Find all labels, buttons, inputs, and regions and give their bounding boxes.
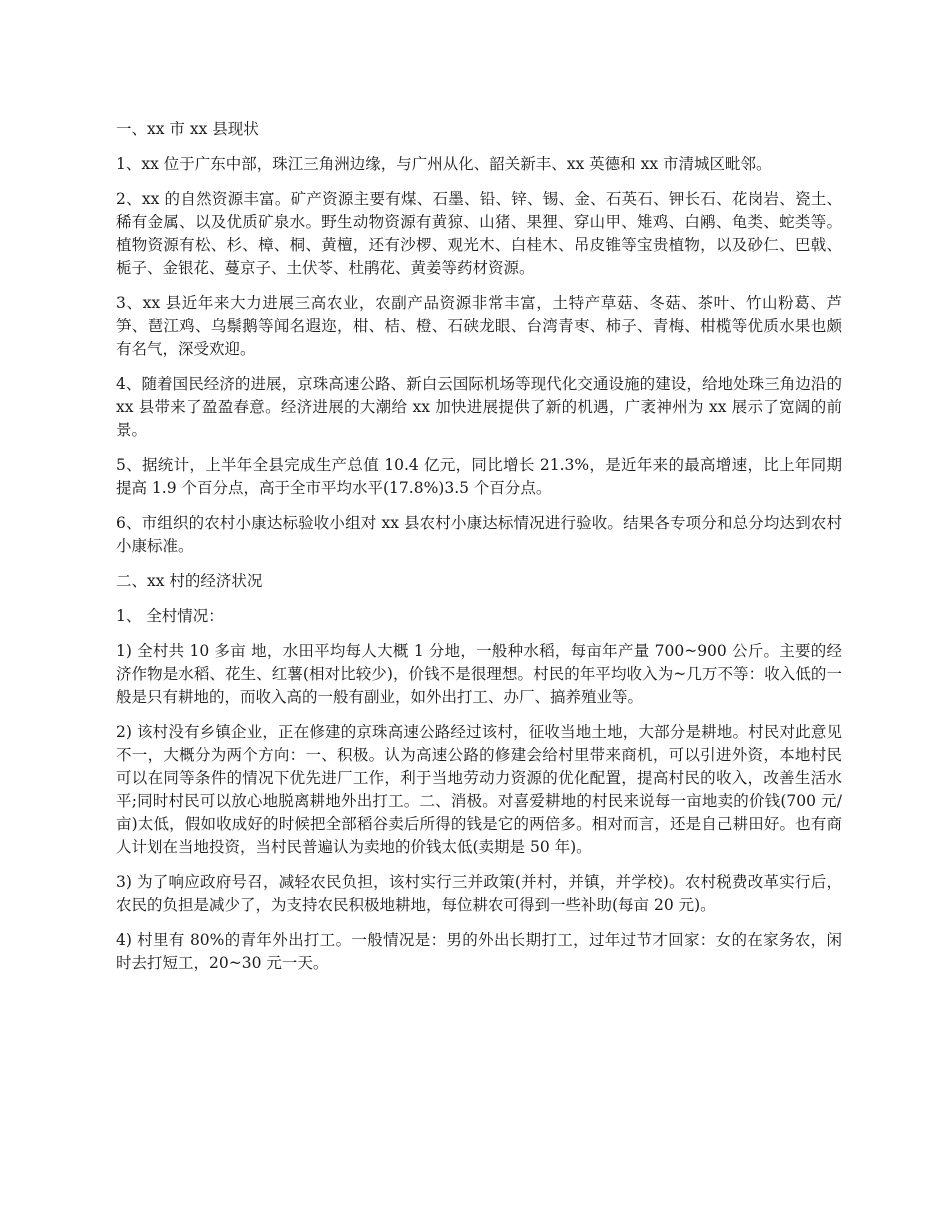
section-heading-1: 一、xx 市 xx 县现状 [116, 120, 259, 138]
paragraph-policy: 3) 为了响应政府号召，减轻农民负担，该村实行三并政策(并村，并镇，并学校)。农村税费改革实行后，农民的负担是减少了，为支持农民积极地耕地，每位耕农可得到一些补助(每亩 20 元)。 [116, 873, 842, 914]
section-heading-2: 二、xx 村的经济状况 [116, 572, 263, 590]
subsection-heading-village: 1、 全村情况： [116, 607, 224, 625]
paragraph-statistics: 5、据统计，上半年全县完成生产总值 10.4 亿元，同比增长 21.3%，是近年来的最高增速，比上年同期提高 1.9 个百分点，高于全市平均水平(17.8%)3.5 个百分点。 [116, 456, 842, 497]
paragraph-economic-development: 4、随着国民经济的进展，京珠高速公路、新白云国际机场等现代化交通设施的建设，给地处珠三角边沿的 xx 县带来了盈盈春意。经济进展的大潮给 xx 加快进展提供了新的机遇，广袤神州为 xx 展示了宽阔的前景。 [116, 375, 842, 439]
paragraph-xiaokang-inspection: 6、市组织的农村小康达标验收小组对 xx 县农村小康达标情况进行验收。结果各专项分和总分均达到农村小康标准。 [116, 514, 842, 555]
paragraph-agriculture: 3、xx 县近年来大力进展三高农业，农副产品资源非常丰富，土特产草菇、冬菇、茶叶、竹山粉葛、芦笋、琶江鸡、乌鬃鹅等闻名遐迩，柑、桔、橙、石硖龙眼、台湾青枣、柿子、青梅、柑榄等优质水果也颇有名气，深受欢迎。 [116, 294, 842, 358]
paragraph-migrant-work: 4) 村里有 80%的青年外出打工。一般情况是：男的外出长期打工，过年过节才回家：女的在家务农，闲时去打短工，20~30 元一天。 [116, 931, 842, 972]
document-page [116, 118, 842, 987]
paragraph-natural-resources: 2、xx 的自然资源丰富。矿产资源主要有煤、石墨、铅、锌、锡、金、石英石、钾长石、花岗岩、瓷土、稀有金属、以及优质矿泉水。野生动物资源有黄猄、山猪、果狸、穿山甲、雉鸡、白鹇、龟类、蛇类等。植物资源有松、杉、樟、桐、黄檀，还有沙椤、观光木、白桂木、吊皮锥等宝贵植物，以及砂仁、巴戟、栀子、金银花、蔓京子、土伏苓、杜鹃花、黄姜等药材资源。 [116, 190, 842, 277]
paragraph-farmland: 1) 全村共 10 多亩 地，水田平均每人大概 1 分地，一般种水稻，每亩年产量 700~900 公斤。主要的经济作物是水稻、花生、红薯(相对比较少)，价钱不是很理想。村民的年平均收入为~几万不等：收入低的一般是只有耕地的，而收入高的一般有副业，如外出打工、办厂、搞养殖业等。 [116, 642, 842, 706]
paragraph-location: 1、xx 位于广东中部，珠江三角洲边缘，与广州从化、韶关新丰、xx 英德和 xx 市清城区毗邻。 [116, 155, 772, 173]
paragraph-highway-land: 2) 该村没有乡镇企业，正在修建的京珠高速公路经过该村，征收当地土地，大部分是耕地。村民对此意见不一，大概分为两个方向：一、积极。认为高速公路的修建会给村里带来商机，可以引进外资，本地村民可以在同等条件的情况下优先进厂工作，利于当地劳动力资源的优化配置，提高村民的收入，改善生活水平;同时村民可以放心地脱离耕地外出打工。二、消极。对喜爱耕地的村民来说每一亩地卖的价钱(700 元/亩)太低，假如收成好的时候把全部稻谷卖后所得的钱是它的两倍多。相对而言，还是自己耕田好。也有商人计划在当地投资，当村民普遍认为卖地的价钱太低(卖期是 50 年)。 [116, 723, 842, 856]
